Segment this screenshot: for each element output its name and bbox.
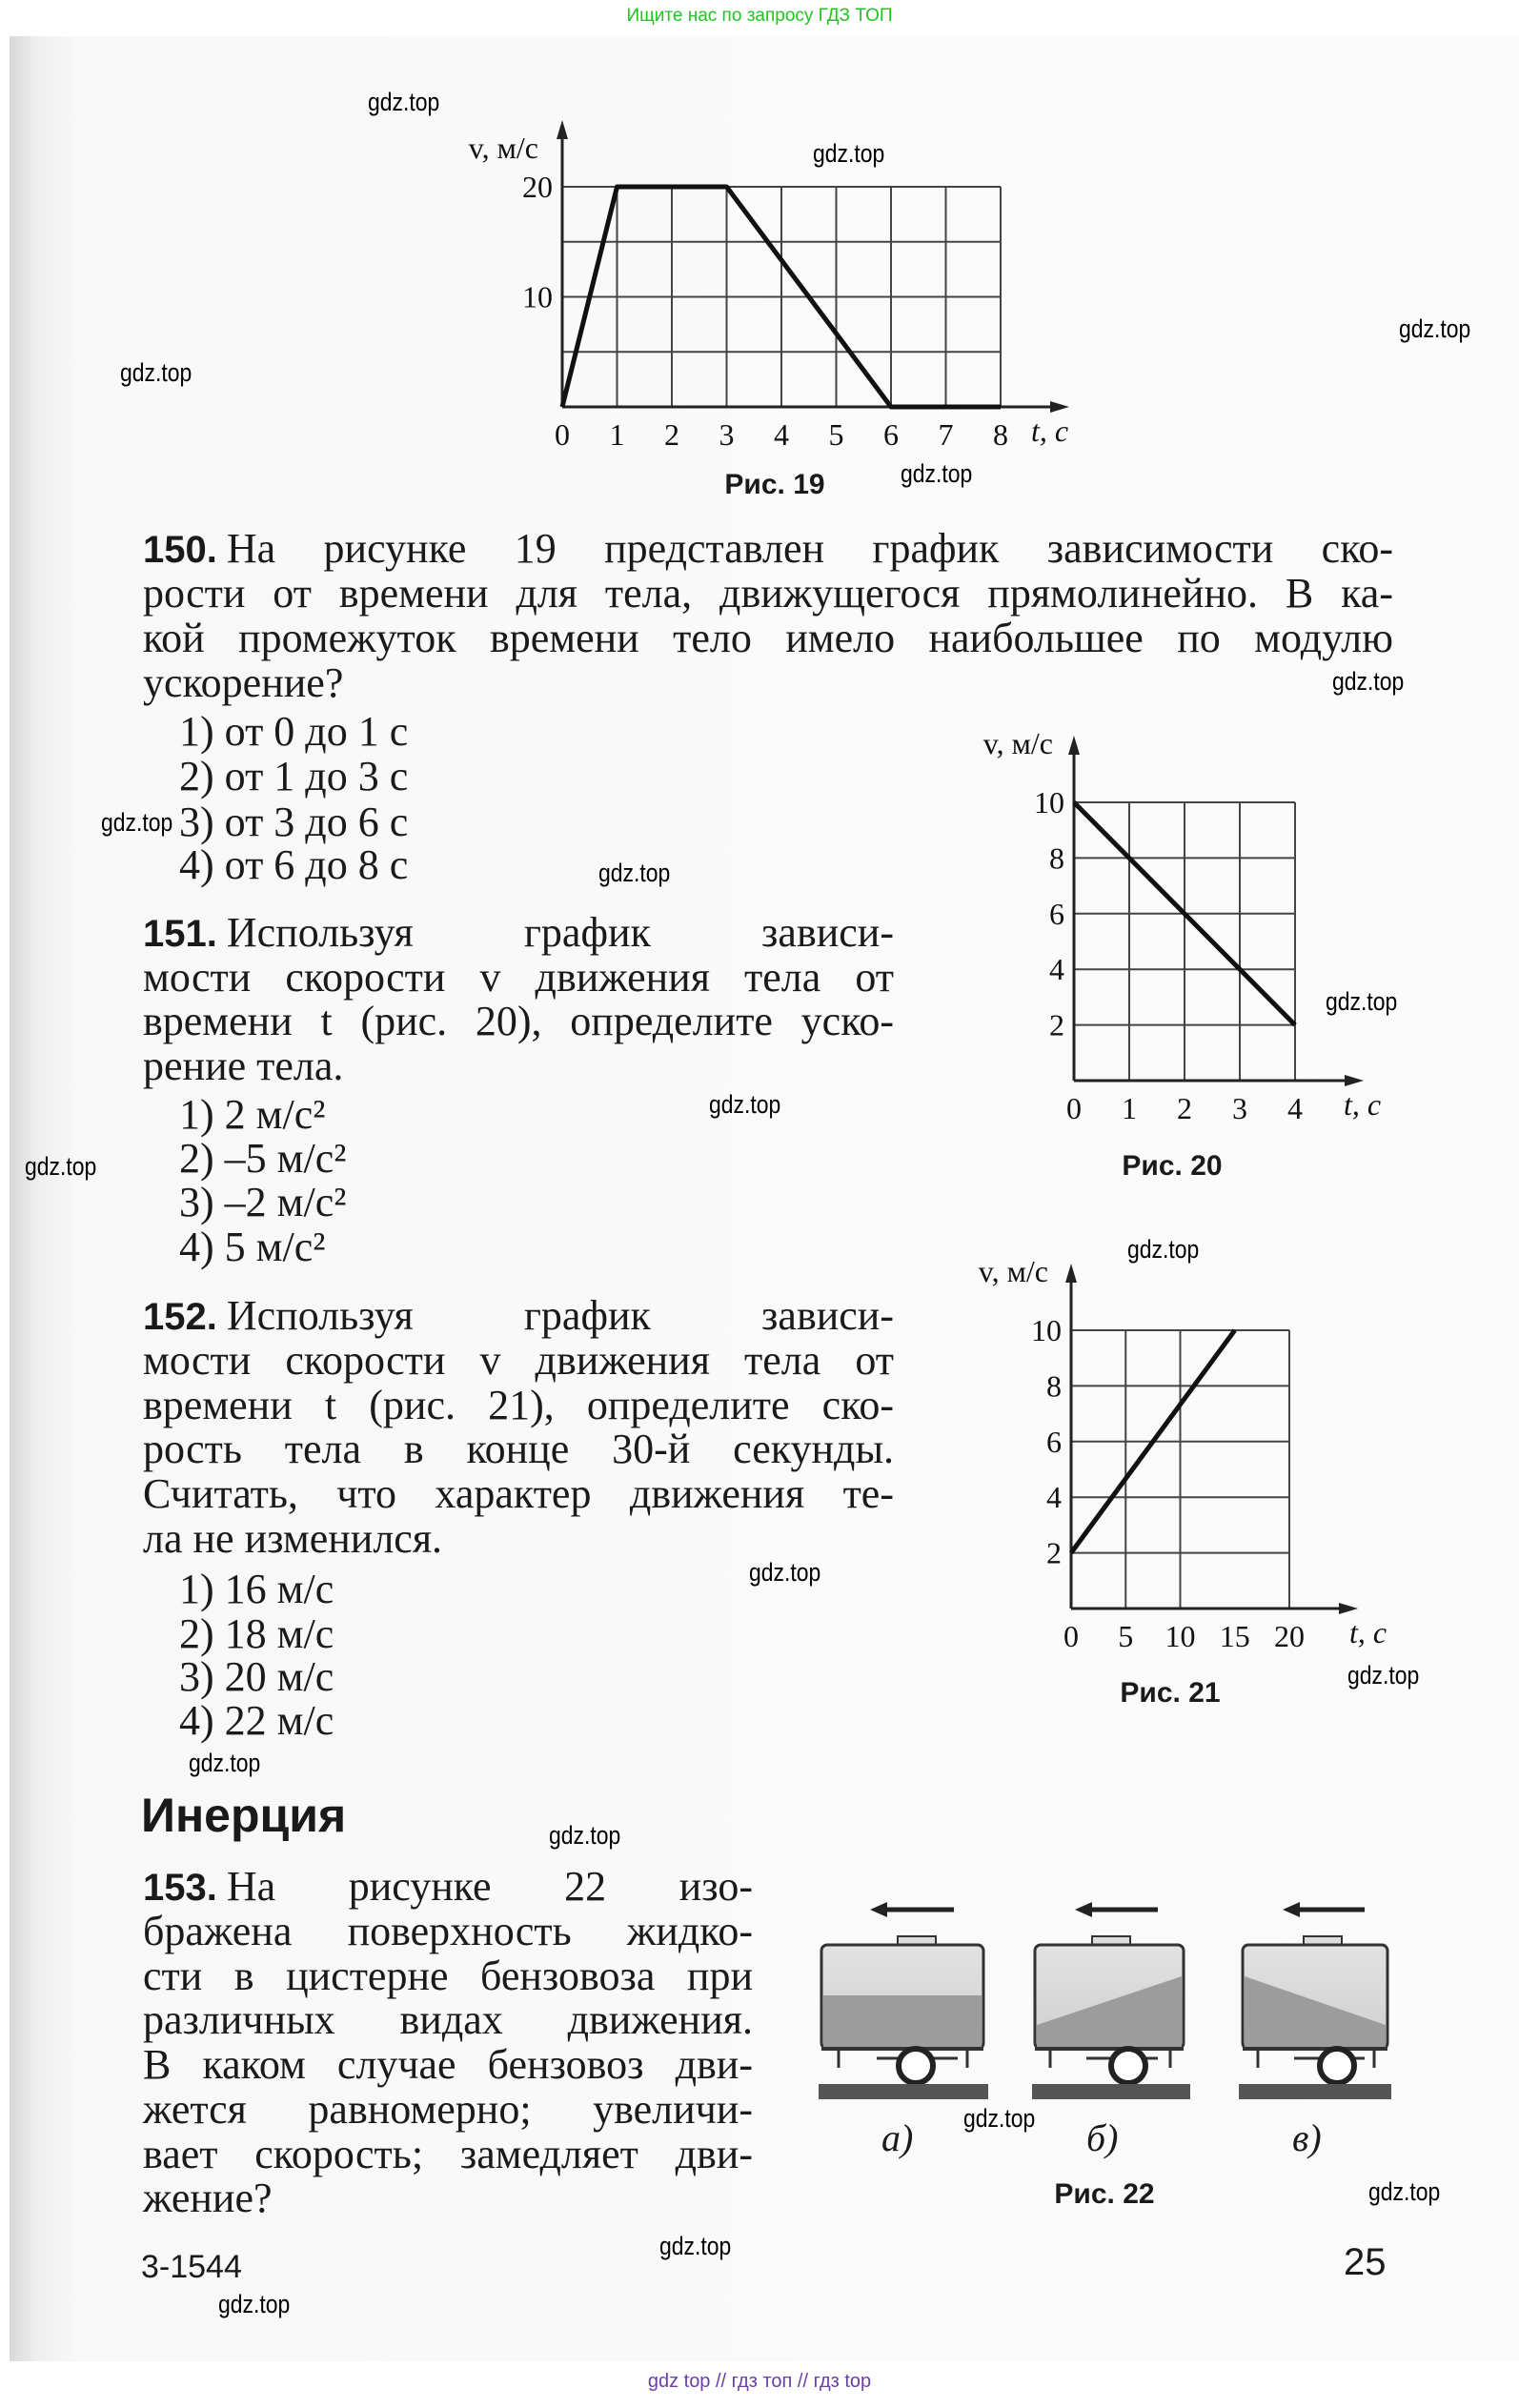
problem-152-line-1	[143, 1291, 894, 1341]
fig21-y-tick-label: 2	[1046, 1535, 1062, 1570]
fig21-y-axis-label: v, м/с	[978, 1254, 1048, 1288]
book-code: 3-1544	[141, 2249, 242, 2285]
problem-150-line-2: рости от времени для тела, движущегося прямолинейно. В ка-	[143, 570, 1393, 617]
problem-150-number: 150.	[143, 529, 217, 571]
answer-option: 4) 5 м/с²	[179, 1224, 326, 1270]
fig19-caption: Рис. 19	[724, 469, 825, 500]
fig19-x-tick-label: 4	[774, 417, 789, 452]
watermark-text: gdz.top	[659, 2232, 732, 2260]
problem-153-line-1	[143, 1862, 753, 1912]
problem-151-number: 151.	[143, 913, 217, 955]
fig20-y-tick-label: 2	[1049, 1007, 1064, 1042]
answer-option: 1) 16 м/с	[179, 1566, 334, 1612]
answer-option: 2) 18 м/с	[179, 1610, 334, 1657]
watermark-text: gdz.top	[1326, 987, 1398, 1016]
watermark-text: gdz.top	[901, 459, 973, 488]
bottom-links[interactable]: gdz top // гдз топ // гдз top	[647, 2371, 872, 2392]
fig20-caption: Рис. 20	[1122, 1150, 1223, 1182]
fig22-label-a: а)	[881, 2116, 914, 2159]
fig22-label-c: в)	[1292, 2116, 1322, 2159]
fig19-x-tick-label: 2	[664, 417, 679, 452]
watermark-text: gdz.top	[963, 2104, 1036, 2133]
watermark-text: gdz.top	[709, 1090, 781, 1119]
fig20-y-tick-label: 10	[1034, 785, 1064, 820]
fig20-x-tick-label: 1	[1122, 1091, 1137, 1125]
search-banner[interactable]: Ищите нас по запросу ГДЗ ТОП	[626, 6, 893, 26]
watermark-text: gdz.top	[598, 859, 671, 887]
problem-151-line-2: мости скорости v движения тела от	[143, 954, 894, 1001]
problem-153-line-6: жется равномерно; увеличи-	[143, 2086, 753, 2133]
answer-option: 1) 2 м/с²	[179, 1091, 326, 1138]
fig19-y-tick-label: 10	[522, 279, 553, 314]
fig20-x-tick-label: 3	[1232, 1091, 1247, 1125]
fig21-x-tick-label: 0	[1063, 1619, 1079, 1653]
problem-150-line-1	[143, 524, 1393, 574]
problem-153-line-7: вает скорость; замедляет дви-	[143, 2131, 753, 2177]
watermark-text: gdz.top	[189, 1749, 261, 1777]
watermark-text: gdz.top	[813, 139, 885, 168]
problem-151-line-4: рение тела.	[143, 1042, 344, 1089]
page-number: 25	[1344, 2241, 1387, 2283]
problem-text: На рисунке 19 представлен график зависимости ско-	[226, 525, 1393, 572]
section-heading: Инерция	[141, 1789, 347, 1842]
fig20-x-tick-label: 2	[1177, 1091, 1192, 1125]
answer-option: 2) –5 м/с²	[179, 1135, 347, 1182]
watermark-text: gdz.top	[368, 88, 440, 116]
watermark-text: gdz.top	[1332, 667, 1405, 696]
fig19-y-axis-label: v, м/с	[468, 131, 538, 165]
watermark-text: gdz.top	[1399, 314, 1471, 343]
fig19-x-tick-label: 5	[828, 417, 844, 452]
fig21-x-tick-label: 15	[1219, 1619, 1250, 1653]
fig20-y-tick-label: 8	[1049, 840, 1064, 876]
watermark-text: gdz.top	[218, 2290, 291, 2318]
watermark-text: gdz.top	[1368, 2177, 1441, 2206]
problem-text: На рисунке 22 изо-	[226, 1863, 753, 1910]
fig21-caption: Рис. 21	[1120, 1677, 1221, 1709]
problem-153-line-3: сти в цистерне бензовоза при	[143, 1953, 753, 1999]
problem-text: Используя график зависи-	[226, 909, 894, 956]
watermark-text: gdz.top	[101, 808, 173, 837]
fig21-y-tick-label: 6	[1046, 1424, 1062, 1459]
problem-text: Используя график зависи-	[226, 1292, 894, 1339]
fig19-x-tick-label: 1	[609, 417, 625, 452]
fig21-x-tick-label: 5	[1118, 1619, 1134, 1653]
fig21-y-tick-label: 10	[1031, 1313, 1062, 1347]
fig19-x-tick-label: 0	[555, 417, 570, 452]
fig22-caption: Рис. 22	[1054, 2178, 1155, 2210]
problem-151-line-3: времени t (рис. 20), определите уско-	[143, 998, 894, 1044]
problem-153-number: 153.	[143, 1867, 217, 1909]
fig22-label-b: б)	[1086, 2116, 1119, 2159]
fig21-y-tick-label: 4	[1046, 1480, 1062, 1515]
fig19-x-tick-label: 8	[993, 417, 1008, 452]
problem-152-line-2: мости скорости v движения тела от	[143, 1337, 894, 1384]
problem-152-line-5: Считать, что характер движения те-	[143, 1470, 894, 1517]
watermark-text: gdz.top	[120, 358, 192, 387]
fig21-x-tick-label: 20	[1274, 1619, 1305, 1653]
problem-150-line-3: кой промежуток времени тело имело наибольшее по модулю	[143, 615, 1393, 661]
problem-152-line-3: времени t (рис. 21), определите ско-	[143, 1382, 894, 1428]
problem-153-line-8: жение?	[143, 2175, 273, 2221]
fig19-x-tick-label: 6	[883, 417, 899, 452]
problem-153-line-4: различных видах движения.	[143, 1996, 753, 2043]
fig20-y-axis-label: v, м/с	[982, 726, 1053, 760]
fig20-y-tick-label: 4	[1049, 952, 1064, 987]
fig20-x-tick-label: 0	[1066, 1091, 1082, 1125]
answer-option: 3) –2 м/с²	[179, 1179, 347, 1225]
answer-option: 3) 20 м/с	[179, 1653, 334, 1700]
watermark-text: gdz.top	[1347, 1661, 1420, 1690]
fig20-y-tick-label: 6	[1049, 896, 1064, 931]
fig20-x-axis-label: t, с	[1344, 1087, 1382, 1122]
problem-153-line-5: В каком случае бензовоз дви-	[143, 2041, 753, 2088]
fig19-x-tick-label: 7	[938, 417, 954, 452]
watermark-text: gdz.top	[1127, 1235, 1200, 1264]
fig19-x-axis-label: t, с	[1031, 414, 1069, 448]
fig21-x-axis-label: t, с	[1349, 1615, 1387, 1649]
answer-option: 2) от 1 до 3 с	[179, 753, 409, 799]
fig19-x-tick-label: 3	[719, 417, 735, 452]
watermark-text: gdz.top	[749, 1558, 821, 1587]
problem-152-line-6: ла не изменился.	[143, 1515, 443, 1562]
fig20-x-tick-label: 4	[1287, 1091, 1303, 1125]
fig19-y-tick-label: 20	[522, 170, 553, 204]
answer-option: 3) от 3 до 6 с	[179, 799, 409, 845]
watermark-text: gdz.top	[549, 1821, 621, 1850]
problem-152-number: 152.	[143, 1296, 217, 1338]
answer-option: 4) от 6 до 8 с	[179, 841, 409, 888]
answer-option: 4) 22 м/с	[179, 1697, 334, 1744]
fig21-x-tick-label: 10	[1165, 1619, 1196, 1653]
problem-151-line-1	[143, 908, 894, 958]
fig21-y-tick-label: 8	[1046, 1368, 1062, 1404]
problem-153-line-2: бражена поверхность жидко-	[143, 1908, 753, 1954]
watermark-text: gdz.top	[25, 1152, 97, 1181]
problem-152-line-4: рость тела в конце 30-й секунды.	[143, 1426, 894, 1472]
problem-150-line-4: ускорение?	[143, 659, 344, 706]
answer-option: 1) от 0 до 1 с	[179, 708, 409, 755]
